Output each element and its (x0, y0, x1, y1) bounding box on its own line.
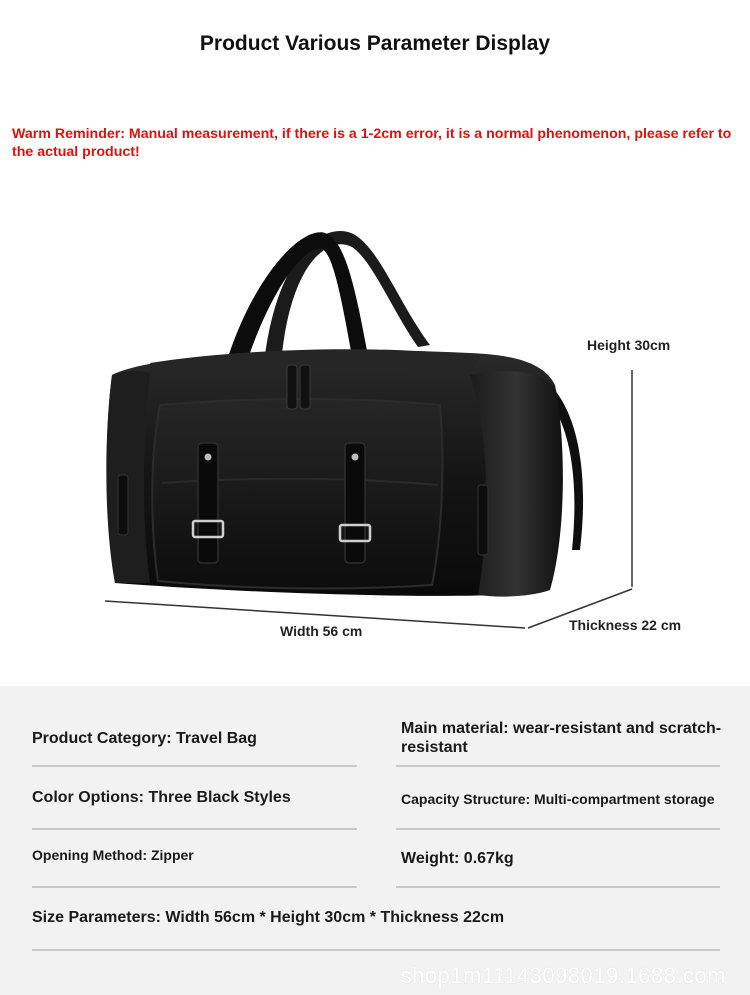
buckle-strap-left (198, 443, 218, 563)
spec-capacity: Capacity Structure: Multi-compartment storage (401, 791, 715, 807)
buckle-strap-right (345, 443, 365, 563)
divider (396, 765, 720, 767)
travel-bag-illustration (0, 205, 750, 685)
shop-watermark: shop1m11143098019.1688.com (400, 963, 726, 988)
divider (32, 886, 357, 888)
spec-panel (0, 686, 750, 995)
thickness-label: Thickness 22 cm (569, 617, 682, 633)
spec-size: Size Parameters: Width 56cm * Height 30cm * Thickness 22cm (32, 909, 505, 926)
width-label: Width 56 cm (280, 623, 363, 639)
page-title: Product Various Parameter Display (199, 32, 551, 55)
zipper-pull-left (118, 475, 128, 535)
zipper-pull-top (287, 365, 297, 409)
zipper-pull-right (478, 485, 488, 555)
front-pocket (152, 399, 442, 588)
divider (396, 828, 720, 830)
warm-reminder-text: Warm Reminder: Manual measurement, if there is a 1-2cm error, it is a normal phenomenon, please refer to the actual product! (12, 126, 732, 160)
height-label: Height 30cm (587, 337, 671, 353)
spec-opening: Opening Method: Zipper (32, 847, 194, 863)
divider (32, 949, 720, 951)
divider (396, 886, 720, 888)
divider (32, 828, 357, 830)
product-image-area (0, 205, 750, 685)
divider (32, 765, 357, 767)
spec-color: Color Options: Three Black Styles (32, 789, 291, 806)
spec-material: Main material: wear-resistant and scratch-resistant (401, 720, 722, 756)
spec-weight: Weight: 0.67kg (401, 850, 514, 867)
spec-category: Product Category: Travel Bag (32, 730, 257, 747)
